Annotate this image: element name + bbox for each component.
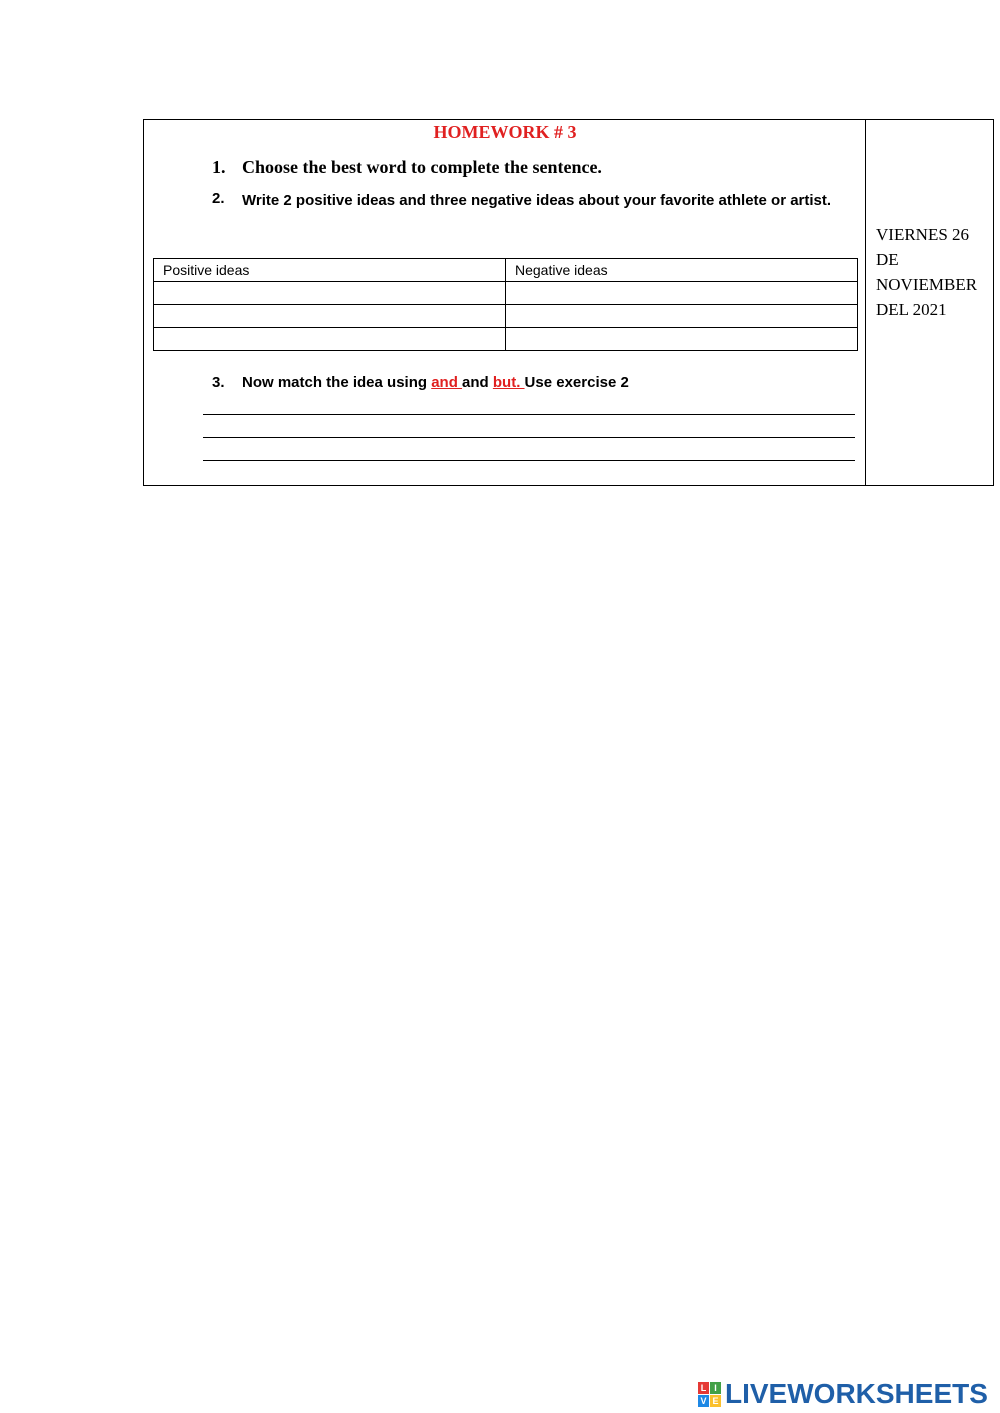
liveworksheets-logo	[698, 1379, 988, 1409]
instruction-3-number: 3.	[212, 374, 225, 391]
answer-line-1[interactable]	[203, 414, 855, 415]
logo-letter-v: V	[698, 1395, 709, 1407]
date-line-day: VIERNES 26	[876, 225, 970, 244]
negative-idea-cell[interactable]	[506, 282, 858, 305]
homework-title: HOMEWORK # 3	[433, 122, 577, 142]
instruction-3-suffix: Use exercise 2	[524, 374, 629, 391]
instruction-2-text: Write 2 positive ideas and three negative ideas about your favorite athlete or artist.	[242, 192, 832, 209]
ideas-table-header-row	[154, 259, 858, 282]
instruction-3-prefix: Now match the idea using	[242, 374, 432, 391]
instruction-2-number: 2.	[212, 190, 225, 207]
homework-content-cell	[144, 120, 866, 485]
logo-icon	[698, 1382, 721, 1407]
date-cell	[866, 120, 993, 485]
keyword-and: and	[431, 374, 463, 391]
date-text	[876, 222, 991, 322]
homework-table	[143, 119, 994, 486]
positive-idea-cell[interactable]	[154, 305, 506, 328]
positive-idea-cell[interactable]	[154, 328, 506, 351]
answer-line-3[interactable]	[203, 460, 855, 461]
date-line-year: DEL 2021	[876, 300, 947, 319]
date-line-month: NOVIEMBER	[876, 275, 978, 294]
instruction-3-text	[242, 374, 629, 391]
instruction-3-middle: and	[462, 374, 493, 391]
table-row	[154, 328, 858, 351]
logo-letter-l: L	[698, 1382, 709, 1394]
ideas-table	[153, 258, 858, 351]
keyword-but: but.	[492, 374, 525, 391]
negative-idea-cell[interactable]	[506, 328, 858, 351]
instruction-1-text: Choose the best word to complete the sentence.	[242, 157, 602, 177]
logo-letter-i: I	[710, 1382, 721, 1394]
answer-line-2[interactable]	[203, 437, 855, 438]
negative-idea-cell[interactable]	[506, 305, 858, 328]
logo-letter-e: E	[710, 1395, 721, 1407]
positive-idea-cell[interactable]	[154, 282, 506, 305]
positive-ideas-header: Positive ideas	[154, 259, 506, 282]
table-row	[154, 282, 858, 305]
logo-text: LIVEWORKSHEETS	[725, 1378, 988, 1409]
instruction-1-number: 1.	[212, 157, 226, 177]
table-row	[154, 305, 858, 328]
date-line-de: DE	[876, 250, 899, 269]
negative-ideas-header: Negative ideas	[506, 259, 858, 282]
